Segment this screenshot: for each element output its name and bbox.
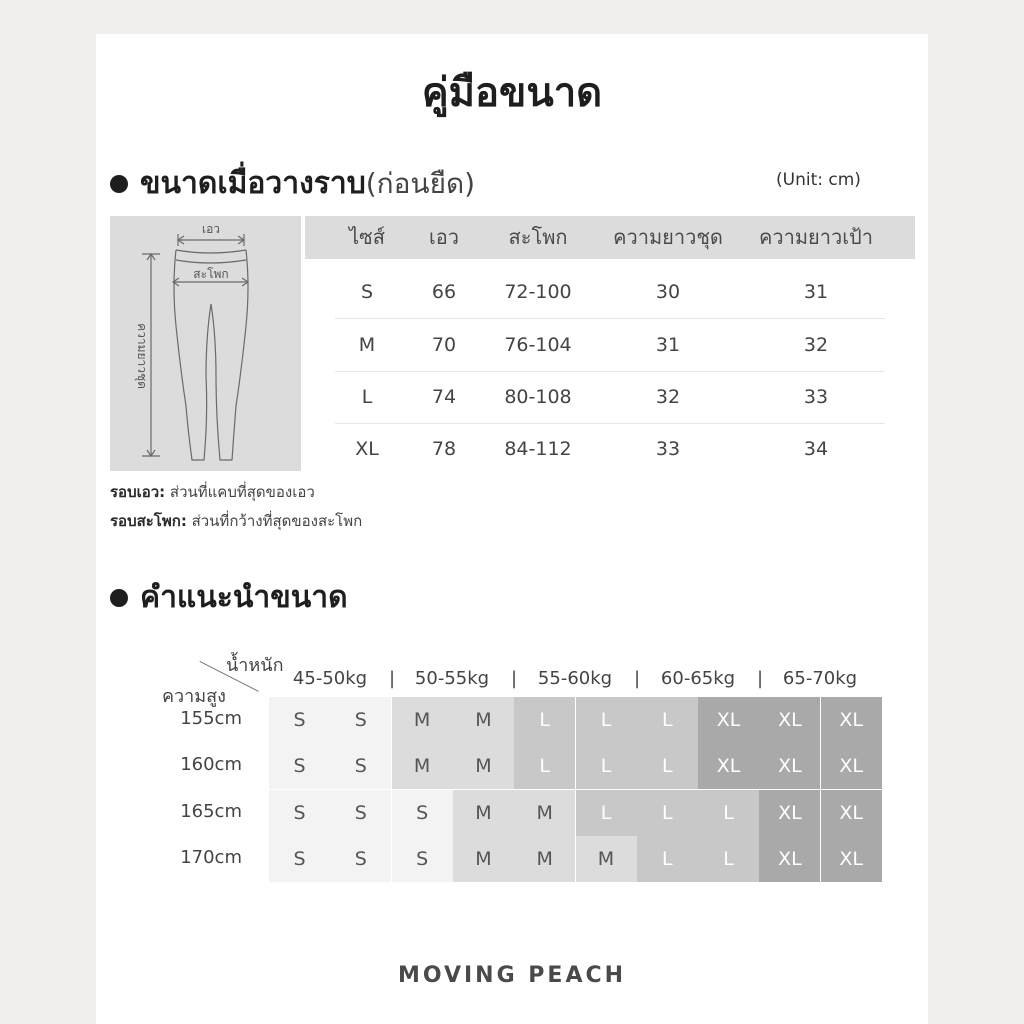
recommend-cell: XL	[821, 743, 882, 789]
bullet-icon	[110, 589, 128, 607]
weight-range-label: 45-50kg	[292, 668, 368, 689]
waist-label: เอว	[201, 222, 221, 236]
recommend-cell: XL	[698, 743, 759, 789]
header-waist: เอว	[428, 225, 460, 249]
size-table-cell: S	[360, 281, 374, 303]
section-flat-size-heading	[110, 160, 475, 207]
recommend-cell: XL	[821, 790, 882, 836]
recommend-cell: L	[637, 836, 698, 882]
unit-label: (Unit: cm)	[776, 170, 861, 190]
bullet-icon	[110, 175, 128, 193]
recommend-cell: L	[576, 790, 637, 836]
height-label: 160cm	[180, 754, 242, 775]
weight-range-label: 55-60kg	[537, 668, 613, 689]
height-label: 170cm	[180, 847, 242, 868]
page-title: คู่มือขนาด	[421, 70, 603, 116]
size-table-cell: 30	[655, 281, 681, 303]
size-table-cell: 78	[431, 438, 457, 460]
recommend-cell: XL	[821, 697, 882, 743]
recommend-cell: L	[576, 743, 637, 789]
weight-range-label: 65-70kg	[782, 668, 858, 689]
recommend-cell: M	[453, 790, 514, 836]
recommend-cell: S	[269, 790, 330, 836]
section-recommend-heading	[110, 574, 348, 621]
recommend-cell: L	[514, 697, 575, 743]
weight-separator: |	[757, 668, 764, 689]
size-table-cell: 66	[431, 281, 457, 303]
recommend-cell: XL	[759, 697, 820, 743]
recommend-cell: L	[698, 836, 759, 882]
size-table-cell: 70	[431, 334, 457, 356]
note-waist-term: รอบเอว:	[110, 483, 166, 501]
size-table-cell: XL	[355, 438, 379, 460]
note-hip-text: ส่วนที่กว้างที่สุดของสะโพก	[186, 512, 363, 530]
size-table-cell: L	[361, 386, 373, 408]
recommend-cell: S	[392, 790, 453, 836]
recommend-cell: M	[453, 697, 514, 743]
recommend-cell: L	[514, 743, 575, 789]
header-size: ไซส์	[349, 225, 385, 249]
recommend-cell: XL	[698, 697, 759, 743]
size-table-cell: 34	[803, 438, 829, 460]
note-waist-text: ส่วนที่แคบที่สุดของเอว	[165, 483, 315, 501]
recommend-cell: L	[637, 790, 698, 836]
recommend-cell: M	[453, 743, 514, 789]
leggings-illustration-icon	[110, 216, 301, 471]
recommend-cell: XL	[821, 836, 882, 882]
size-table-cell: 33	[803, 386, 829, 408]
length-label: ความยาวชุด	[135, 323, 149, 389]
recommend-cell: S	[269, 697, 330, 743]
hip-label: สะโพก	[193, 267, 229, 281]
size-table-header	[305, 216, 915, 259]
size-table-cell: 72-100	[504, 281, 572, 303]
section-flat-size-suffix: (ก่อนยืด)	[365, 166, 476, 200]
note-hip	[110, 509, 362, 533]
weight-range-label: 50-55kg	[414, 668, 490, 689]
recommend-cell: S	[269, 836, 330, 882]
weight-separator: |	[511, 668, 518, 689]
size-table-cell: 74	[431, 386, 457, 408]
recommend-cell: XL	[759, 743, 820, 789]
height-axis-label: ความสูง	[162, 686, 226, 707]
recommend-cell: S	[330, 790, 391, 836]
height-label: 165cm	[180, 801, 242, 822]
weight-range-label: 60-65kg	[660, 668, 736, 689]
section-flat-size-title: ขนาดเมื่อวางราบ	[140, 166, 366, 201]
weight-axis-label: น้ำหนัก	[226, 655, 284, 676]
note-hip-term: รอบสะโพก:	[110, 512, 187, 530]
recommend-cell: M	[392, 697, 453, 743]
recommend-cell: M	[576, 836, 637, 882]
height-label: 155cm	[180, 708, 242, 729]
note-waist	[110, 480, 315, 504]
size-table-cell: 76-104	[504, 334, 572, 356]
recommend-cell: S	[330, 697, 391, 743]
size-table-cell: 33	[655, 438, 681, 460]
recommend-cell: M	[453, 836, 514, 882]
recommend-cell: M	[514, 790, 575, 836]
size-table-cell: 32	[655, 386, 681, 408]
recommend-cell: L	[637, 743, 698, 789]
section-recommend-title: คำแนะนำขนาด	[140, 580, 348, 615]
header-length: ความยาวชุด	[613, 225, 723, 249]
size-table-cell: 31	[655, 334, 681, 356]
recommend-cell: M	[392, 743, 453, 789]
recommend-cell: L	[576, 697, 637, 743]
header-rise: ความยาวเป้า	[759, 225, 873, 249]
recommend-cell: S	[392, 836, 453, 882]
size-table-cell: 80-108	[504, 386, 572, 408]
weight-separator: |	[634, 668, 641, 689]
size-table-cell: M	[358, 334, 376, 356]
size-table-cell: 31	[803, 281, 829, 303]
size-table-cell: 84-112	[504, 438, 572, 460]
recommend-cell: S	[330, 743, 391, 789]
header-hip: สะโพก	[508, 225, 568, 249]
weight-separator: |	[389, 668, 396, 689]
recommend-cell: XL	[759, 790, 820, 836]
recommend-cell: L	[637, 697, 698, 743]
leggings-diagram	[110, 216, 301, 471]
recommend-cell: XL	[759, 836, 820, 882]
brand-logo: MOVING PEACH	[397, 963, 627, 988]
recommend-cell: S	[269, 743, 330, 789]
recommend-cell: M	[514, 836, 575, 882]
size-table-cell: 32	[803, 334, 829, 356]
recommend-cell: L	[698, 790, 759, 836]
recommend-cell: S	[330, 836, 391, 882]
